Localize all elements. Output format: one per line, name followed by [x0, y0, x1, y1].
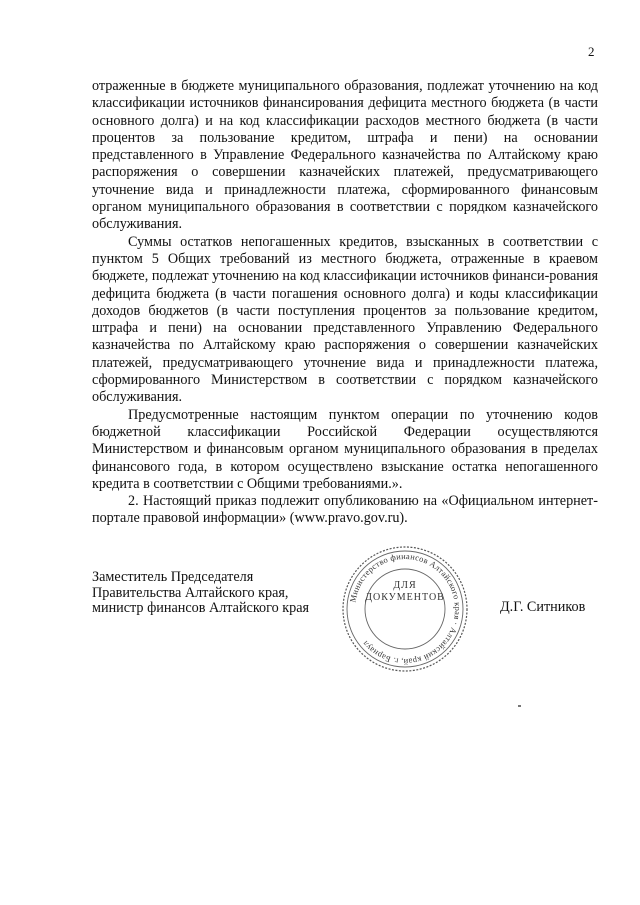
body-paragraph-2: Суммы остатков непогашенных кредитов, взысканных в соответствии с пунктом 5 Общих требований из местного бюджета, отраженные в краевом бюджете, подлежат уточнению на код классификации источников финанси-рования дефицита бюджета (в части погашения основного долга) и коды классификации доходов бюджетов (в части поступления процентов за пользование кредитом, штрафа и пени) на основании представленного Управлению Федерального казначейства по Алтайскому краю распоряжения о совершении казначейских платежей, предусматривающего уточнение вида и принадлежности платежа, сформированного Министерством в соответствии с порядком казначейского обслуживания.	[92, 233, 599, 406]
official-stamp	[340, 544, 470, 674]
signatory-title-line-3: министр финансов Алтайского края	[92, 600, 310, 616]
stamp-outer-text: Министерство финансов Алтайского края · Алтайский край, г. Барнаул	[348, 551, 463, 667]
stamp-inner-text-line-1: ДЛЯ	[393, 580, 417, 591]
body-paragraph-1: отраженные в бюджете муниципального образования, подлежат уточнению на код классификации источников финансирования дефицита местного бюджета (в части основного долга) и на код классификации расходов местного бюджета (в части процентов за пользование кредитом, штрафа и пени) на основании представленного в Управление Федерального казначейства по Алтайскому краю распоряжения о совершении казначейских платежей, предусматривающего уточнение вида и принадлежности платежа, сформированного финансовым органом муниципального образования в соответствии с порядком казначейского обслуживания.	[92, 78, 598, 233]
body-paragraph-4: 2. Настоящий приказ подлежит опубликованию на «Официальном интернет-портале правовой информации» (www.pravo.gov.ru).	[92, 493, 598, 527]
signatory-name: Д.Г. Ситников	[500, 599, 586, 615]
stamp-seal-graphic	[340, 544, 470, 674]
page-number: 2	[588, 44, 595, 59]
signatory-title-line-1: Заместитель Председателя	[92, 569, 254, 585]
scan-artifact	[518, 705, 521, 707]
document-body	[92, 78, 598, 528]
signatory-title-line-2: Правительства Алтайского края,	[92, 584, 289, 601]
body-paragraph-3: Предусмотренные настоящим пунктом операции по уточнению кодов бюджетной классификации Российской Федерации осуществляются Министерством и финансовым органом муниципального образования в пределах финансового года, в котором осуществлено взыскание остатка непогашенного кредита в соответствии с Общими требованиями.».	[92, 406, 598, 492]
stamp-inner-text-line-2: ДОКУМЕНТОВ	[365, 592, 445, 603]
signatory-title	[92, 570, 309, 617]
